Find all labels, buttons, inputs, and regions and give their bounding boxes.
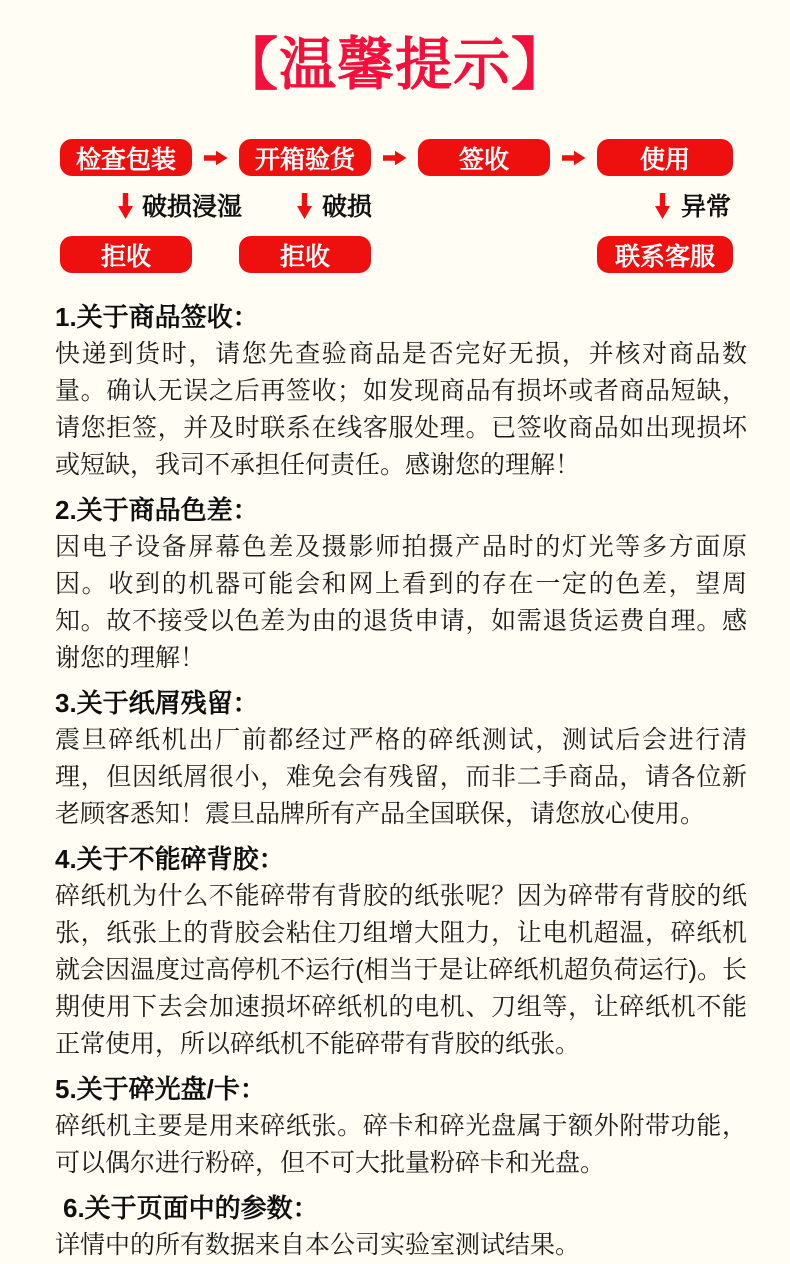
arrow-down-icon (296, 193, 313, 220)
section-heading: 5.关于碎光盘/卡： (55, 1074, 266, 1104)
branch-condition-damaged: 破损 (322, 193, 373, 221)
section-body: 碎纸机为什么不能碎带有背胶的纸张呢？因为碎带有背胶的纸张，纸张上的背胶会粘住刀组增大阻力，让电机超温，碎纸机就会因温度过高停机不运行(相当于是让碎纸机超负荷运行)。长期使用下去会加速损坏碎纸机的电机、刀组等，让碎纸机不能正常使用，所以碎纸机不能碎带有背胶的纸张。 (55, 882, 747, 1058)
action-reject-1: 拒收 (60, 236, 192, 273)
arrow-right-icon (562, 150, 586, 166)
step-check-package: 检查包装 (60, 139, 192, 176)
section-body: 快递到货时，请您先查验商品是否完好无损，并核对商品数量。确认无误之后再签收；如发现商品有损坏或者商品短缺，请您拒签，并及时联系在线客服处理。已签收商品如出现损坏或短缺，我司不承担任何责任。感谢您的理解！ (55, 340, 747, 479)
page-title: 【温馨提示】 (221, 33, 569, 97)
section-body: 碎纸机主要是用来碎纸张。碎卡和碎光盘属于额外附带功能，可以偶尔进行粉碎，但不可大批量粉碎卡和光盘。 (55, 1112, 747, 1177)
arrow-right-icon (383, 150, 407, 166)
section-no-adhesive-paper (55, 841, 747, 1063)
step-sign-receipt: 签收 (418, 139, 550, 176)
notice-sections (55, 299, 747, 1264)
section-heading: 6.关于页面中的参数： (63, 1193, 319, 1223)
branch-condition-abnormal: 异常 (681, 193, 732, 221)
step-open-inspect: 开箱验货 (239, 139, 371, 176)
section-heading: 4.关于不能碎背胶： (55, 844, 285, 874)
step-use: 使用 (597, 139, 733, 176)
section-page-parameters (55, 1190, 747, 1264)
section-heading: 3.关于纸屑残留： (55, 688, 259, 718)
action-reject-2: 拒收 (239, 236, 371, 273)
arrow-down-icon (117, 193, 134, 220)
section-color-difference (55, 492, 747, 677)
section-paper-residue (55, 685, 747, 833)
section-heading: 1.关于商品签收： (55, 302, 259, 332)
section-body: 因电子设备屏幕色差及摄影师拍摄产品时的灯光等多方面原因。收到的机器可能会和网上看到的存在一定的色差，望周知。故不接受以色差为由的退货申请，如需退货运费自理。感谢您的理解！ (55, 533, 747, 672)
arrow-right-icon (204, 150, 228, 166)
section-heading: 2.关于商品色差： (55, 495, 259, 525)
section-body: 详情中的所有数据来自本公司实验室测试结果。 (55, 1231, 581, 1259)
arrow-down-icon (654, 193, 671, 220)
delivery-flow-steps (60, 139, 733, 176)
section-shred-cd-card (55, 1071, 747, 1182)
branch-condition-damaged-soaked: 破损浸湿 (142, 193, 243, 221)
section-sign-receipt (55, 299, 747, 484)
action-contact-support: 联系客服 (597, 236, 733, 273)
section-body: 震旦碎纸机出厂前都经过严格的碎纸测试，测试后会进行清理，但因纸屑很小，难免会有残留，而非二手商品，请各位新老顾客悉知！震旦品牌所有产品全国联保，请您放心使用。 (55, 726, 747, 828)
